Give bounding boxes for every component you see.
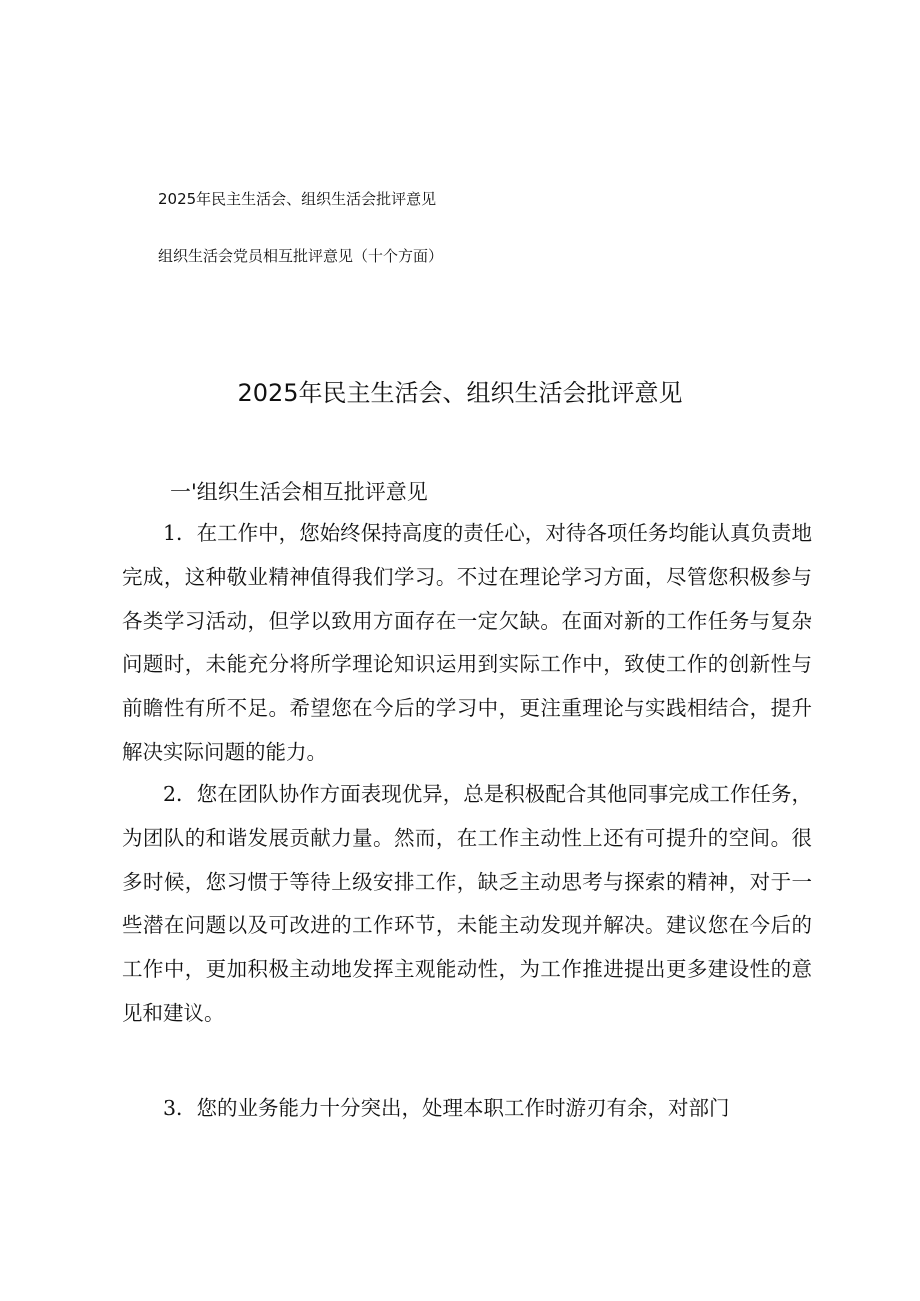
section-heading: 一'组织生活会相互批评意见 <box>170 480 428 504</box>
toc-entry-2: 组织生活会党员相互批评意见（十个方面） <box>158 247 444 265</box>
paragraph-2: 2．您在团队协作方面表现优异，总是积极配合其他同事完成工作任务，为团队的和谐发展贡献力量。然而，在工作主动性上还有可提升的空间。很多时候，您习惯于等待上级安排工作，缺乏主动思考与探索的精神，对于一些潜在问题以及可改进的工作环节，未能主动发现并解决。建议您在今后的工作中，更加积极主动地发挥主观能动性，为工作推进提出更多建设性的意见和建议。 <box>122 782 812 1025</box>
paragraph-3: 3．您的业务能力十分突出，处理本职工作时游刃有余，对部门 <box>163 1096 730 1120</box>
toc-entry-1: 2025年民主生活会、组织生活会批评意见 <box>158 190 437 208</box>
paragraph-1: 1．在工作中，您始终保持高度的责任心，对待各项任务均能认真负责地完成，这种敬业精神值得我们学习。不过在理论学习方面，尽管您积极参与各类学习活动，但学以致用方面存在一定欠缺。在面对新的工作任务与复杂问题时，未能充分将所学理论知识运用到实际工作中，致使工作的创新性与前瞻性有所不足。希望您在今后的学习中，更注重理论与实践相结合，提升解决实际问题的能力。 <box>122 521 812 764</box>
document-title: 2025年民主生活会、组织生活会批评意见 <box>237 379 683 407</box>
